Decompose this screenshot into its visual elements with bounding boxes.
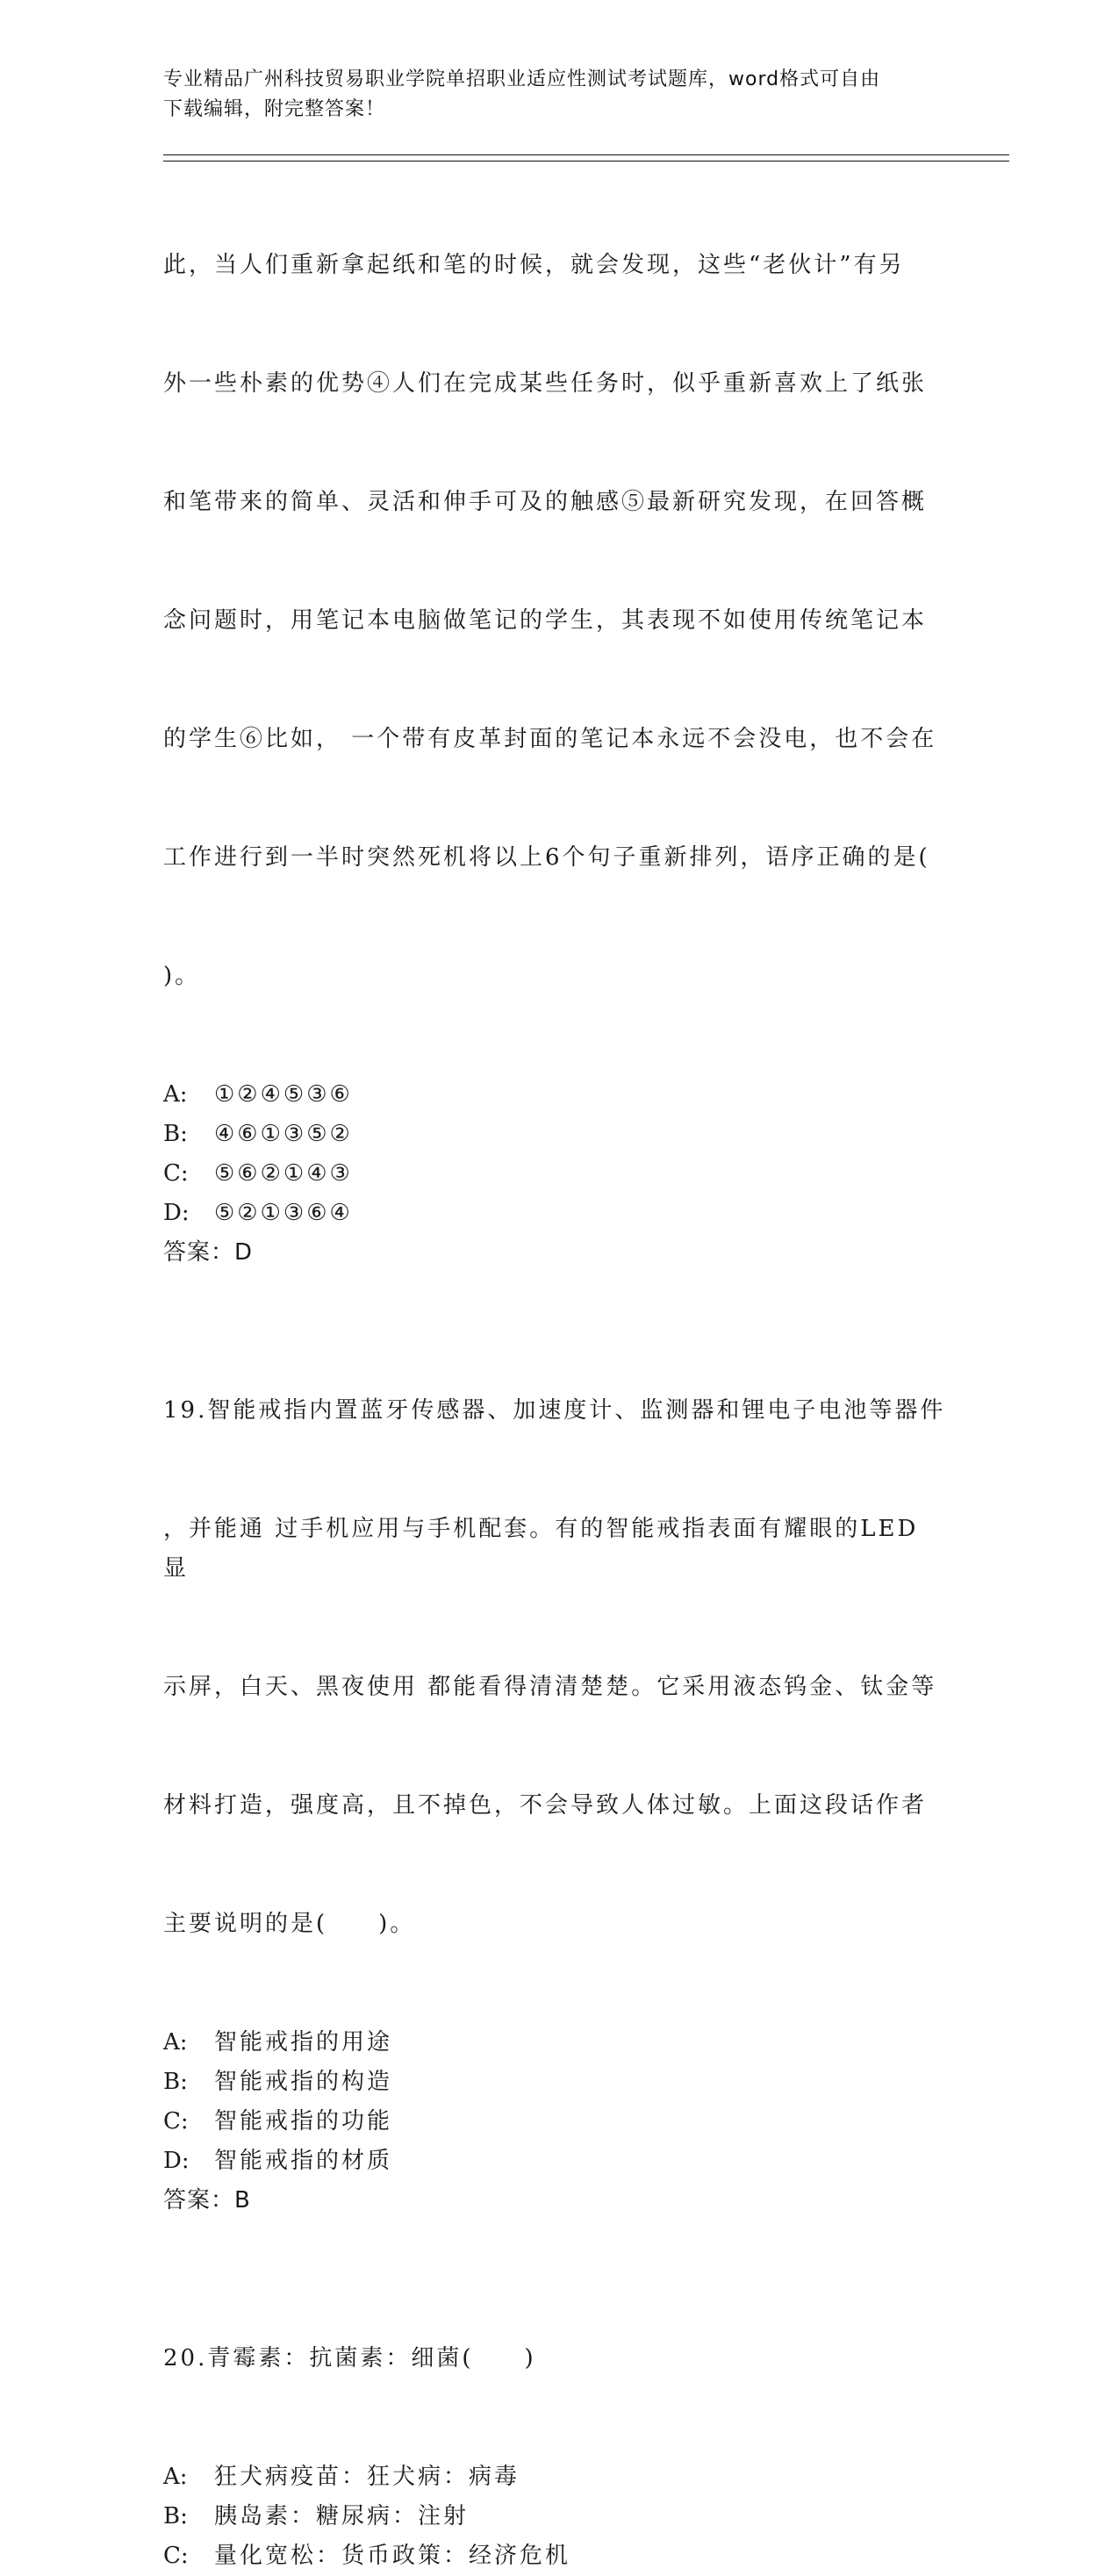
option-a	[163, 2458, 953, 2497]
option-d	[163, 1194, 953, 1233]
header-line-2: 下载编辑，附完整答案！	[163, 98, 386, 120]
option-letter: A:	[163, 2464, 188, 2490]
text-line: 材料打造，强度高，且不掉色，不会导致人体过敏。上面这段话作者	[163, 1792, 928, 1819]
option-letter: A:	[163, 1081, 188, 1108]
option-a	[163, 2023, 953, 2063]
text-line: 主要说明的是( )。	[163, 1911, 416, 1937]
text-line: 外一些朴素的优势④人们在完成某些任务时，似乎重新喜欢上了纸张	[163, 370, 928, 397]
option-d	[163, 2142, 953, 2181]
option-letter: B:	[163, 1121, 188, 1147]
option-text: ⑤⑥②①④③	[214, 1160, 353, 1187]
spacer	[163, 2221, 953, 2260]
text-line: ，并能通 过手机应用与手机配套。有的智能戒指表面有耀眼的LED 显	[163, 1516, 929, 1582]
option-text: 狂犬病疫苗：狂犬病：病毒	[214, 2464, 520, 2490]
page-header	[163, 65, 953, 125]
answer: 答案：D	[163, 1239, 254, 1266]
option-b	[163, 2497, 953, 2537]
text-line: 此，当人们重新拿起纸和笔的时候，就会发现，这些“老伙计”有另	[163, 252, 905, 278]
option-text: 智能戒指的构造	[214, 2069, 393, 2095]
option-text: ④⑥①③⑤②	[214, 1121, 353, 1147]
text-line: 念问题时，用笔记本电脑做笔记的学生，其表现不如使用传统笔记本	[163, 607, 928, 634]
option-text: 智能戒指的材质	[214, 2148, 393, 2174]
text-line: 和笔带来的简单、灵活和伸手可及的触感⑤最新研究发现，在回答概	[163, 489, 928, 515]
text-line: 示屏，白天、黑夜使用 都能看得清清楚楚。它采用液态钨金、钛金等	[163, 1674, 937, 1700]
text-line: 19.智能戒指内置蓝牙传感器、加速度计、监测器和锂电子电池等器件	[163, 1397, 946, 1424]
text-line: 20.青霉素：抗菌素：细菌( )	[163, 2345, 536, 2371]
option-letter: B:	[163, 2503, 188, 2529]
option-letter: C:	[163, 1160, 189, 1187]
question-18	[163, 167, 953, 1273]
option-letter: B:	[163, 2069, 188, 2095]
option-text: 智能戒指的功能	[214, 2108, 393, 2135]
text-line: 的学生⑥比如， 一个带有皮革封面的笔记本永远不会没电，也不会在	[163, 726, 937, 752]
text-line: )。	[163, 963, 201, 989]
option-b	[163, 1115, 953, 1154]
question-text	[163, 167, 953, 1075]
option-text: 胰岛素：糖尿病：注射	[214, 2503, 470, 2529]
header-line-1: 专业精品广州科技贸易职业学院单招职业适应性测试考试题库，word格式可自由	[163, 68, 881, 90]
question-20	[163, 2260, 953, 2576]
option-text: ⑤②①③⑥④	[214, 1200, 353, 1226]
option-letter: C:	[163, 2108, 189, 2135]
document-body	[163, 167, 953, 2576]
option-c	[163, 2102, 953, 2142]
option-c	[163, 2537, 953, 2576]
option-b	[163, 2063, 953, 2102]
option-text: ①②④⑤③⑥	[214, 1081, 353, 1108]
option-c	[163, 1154, 953, 1194]
option-text: 智能戒指的用途	[214, 2029, 393, 2056]
spacer	[163, 1273, 953, 1312]
option-letter: D:	[163, 1200, 190, 1226]
question-19	[163, 1312, 953, 2221]
option-a	[163, 1075, 953, 1115]
header-divider	[163, 154, 1009, 161]
option-letter: D:	[163, 2148, 190, 2174]
question-text	[163, 1312, 953, 2023]
answer: 答案：B	[163, 2187, 251, 2214]
option-text: 量化宽松：货币政策：经济危机	[214, 2543, 571, 2569]
text-line: 工作进行到一半时突然死机将以上6个句子重新排列，语序正确的是(	[163, 844, 930, 871]
option-letter: A:	[163, 2029, 188, 2056]
question-text	[163, 2260, 953, 2458]
option-letter: C:	[163, 2543, 189, 2569]
